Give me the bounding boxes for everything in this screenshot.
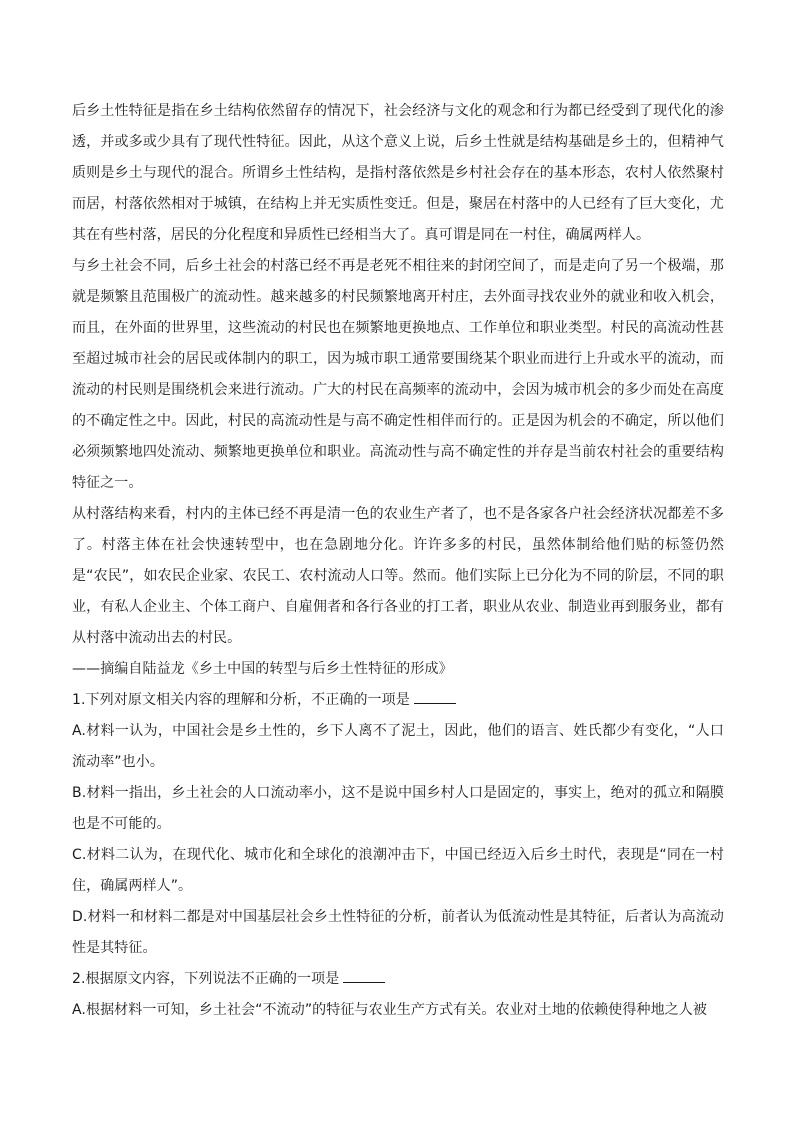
question-1-option-d: D.材料一和材料二都是对中国基层社会乡土性特征的分析，前者认为低流动性是其特征，后者认为高流动性是其特征。 — [72, 909, 724, 956]
passage-paragraph-1: 后乡土性特征是指在乡土结构依然留存的情况下，社会经济与文化的观念和行为都已经受到了现代化的渗透，并或多或少具有了现代性特征。因此，从这个意义上说，后乡土性就是结构基础是乡土的，但精神气质则是乡土与现代的混合。所谓乡土性结构，是指村落依然是乡村社会存在的基本形态，农村人依然聚村而居，村落依然相对于城镇，在结构上并无实质性变迁。但是，聚居在村落中的人已经有了巨大变化，尤其在有些村落，居民的分化程度和异质性已经相当大了。真可谓是同在一村住，确属两样人。 — [72, 103, 724, 243]
answer-blank — [414, 688, 456, 704]
passage-paragraph-3: 从村落结构来看，村内的主体已经不再是清一色的农业生产者了，也不是各家各户社会经济状况都差不多了。村落主体在社会快速转型中，也在急剧地分化。许许多多的村民，虽然体制给他们贴的标签仍然是“农民”，如农民企业家、农民工、农村流动人口等。然而。他们实际上已分化为不同的阶层，不同的职业，有私人企业主、个体工商户、自雇佣者和各行各业的打工者，职业从农业、制造业再到服务业，都有从村落中流动出去的村民。 — [72, 506, 724, 646]
passage-source: ——摘编自陆益龙《乡土中国的转型与后乡土性特征的形成》 — [72, 661, 453, 677]
question-2-option-a: A.根据材料一可知，乡土社会“不流动”的特征与农业生产方式有关。农业对土地的依赖使得种地之人被 — [72, 1002, 707, 1018]
question-2-stem — [72, 964, 724, 995]
question-1-stem — [72, 685, 724, 716]
question-1-stem-text: 1.下列对原文相关内容的理解和分析，不正确的一项是 — [72, 692, 410, 708]
question-1-option-c: C.材料二认为，在现代化、城市化和全球化的浪潮冲击下，中国已经迈入后乡土时代，表现是“同在一村住，确属两样人”。 — [72, 847, 724, 894]
passage-paragraph-2: 与乡土社会不同，后乡土社会的村落已经不再是老死不相往来的封闭空间了，而是走向了另一个极端，那就是频繁且范围极广的流动性。越来越多的村民频繁地离开村庄，去外面寻找农业外的就业和收入机会，而且，在外面的世界里，这些流动的村民也在频繁地更换地点、工作单位和职业类型。村民的高流动性甚至超过城市社会的居民或体制内的职工，因为城市职工通常要围绕某个职业而进行上升或水平的流动，而流动的村民则是围绕机会来进行流动。广大的村民在高频率的流动中，会因为城市机会的多少而处在高度的不确定性之中。因此，村民的高流动性是与高不确定性相伴而行的。正是因为机会的不确定，所以他们必须频繁地四处流动、频繁地更换单位和职业。高流动性与高不确定性的并存是当前农村社会的重要结构特征之一。 — [72, 258, 724, 491]
answer-blank — [343, 967, 385, 983]
question-1-option-a: A.材料一认为，中国社会是乡土性的，乡下人离不了泥土，因此，他们的语言、姓氏都少有变化，“人口流动率”也小。 — [72, 723, 724, 770]
question-2-stem-text: 2.根据原文内容，下列说法不正确的一项是 — [72, 971, 340, 987]
document-page — [72, 96, 724, 1026]
question-1-option-b: B.材料一指出，乡土社会的人口流动率小，这不是说中国乡村人口是固定的，事实上，绝对的孤立和隔膜也是不可能的。 — [72, 785, 724, 832]
